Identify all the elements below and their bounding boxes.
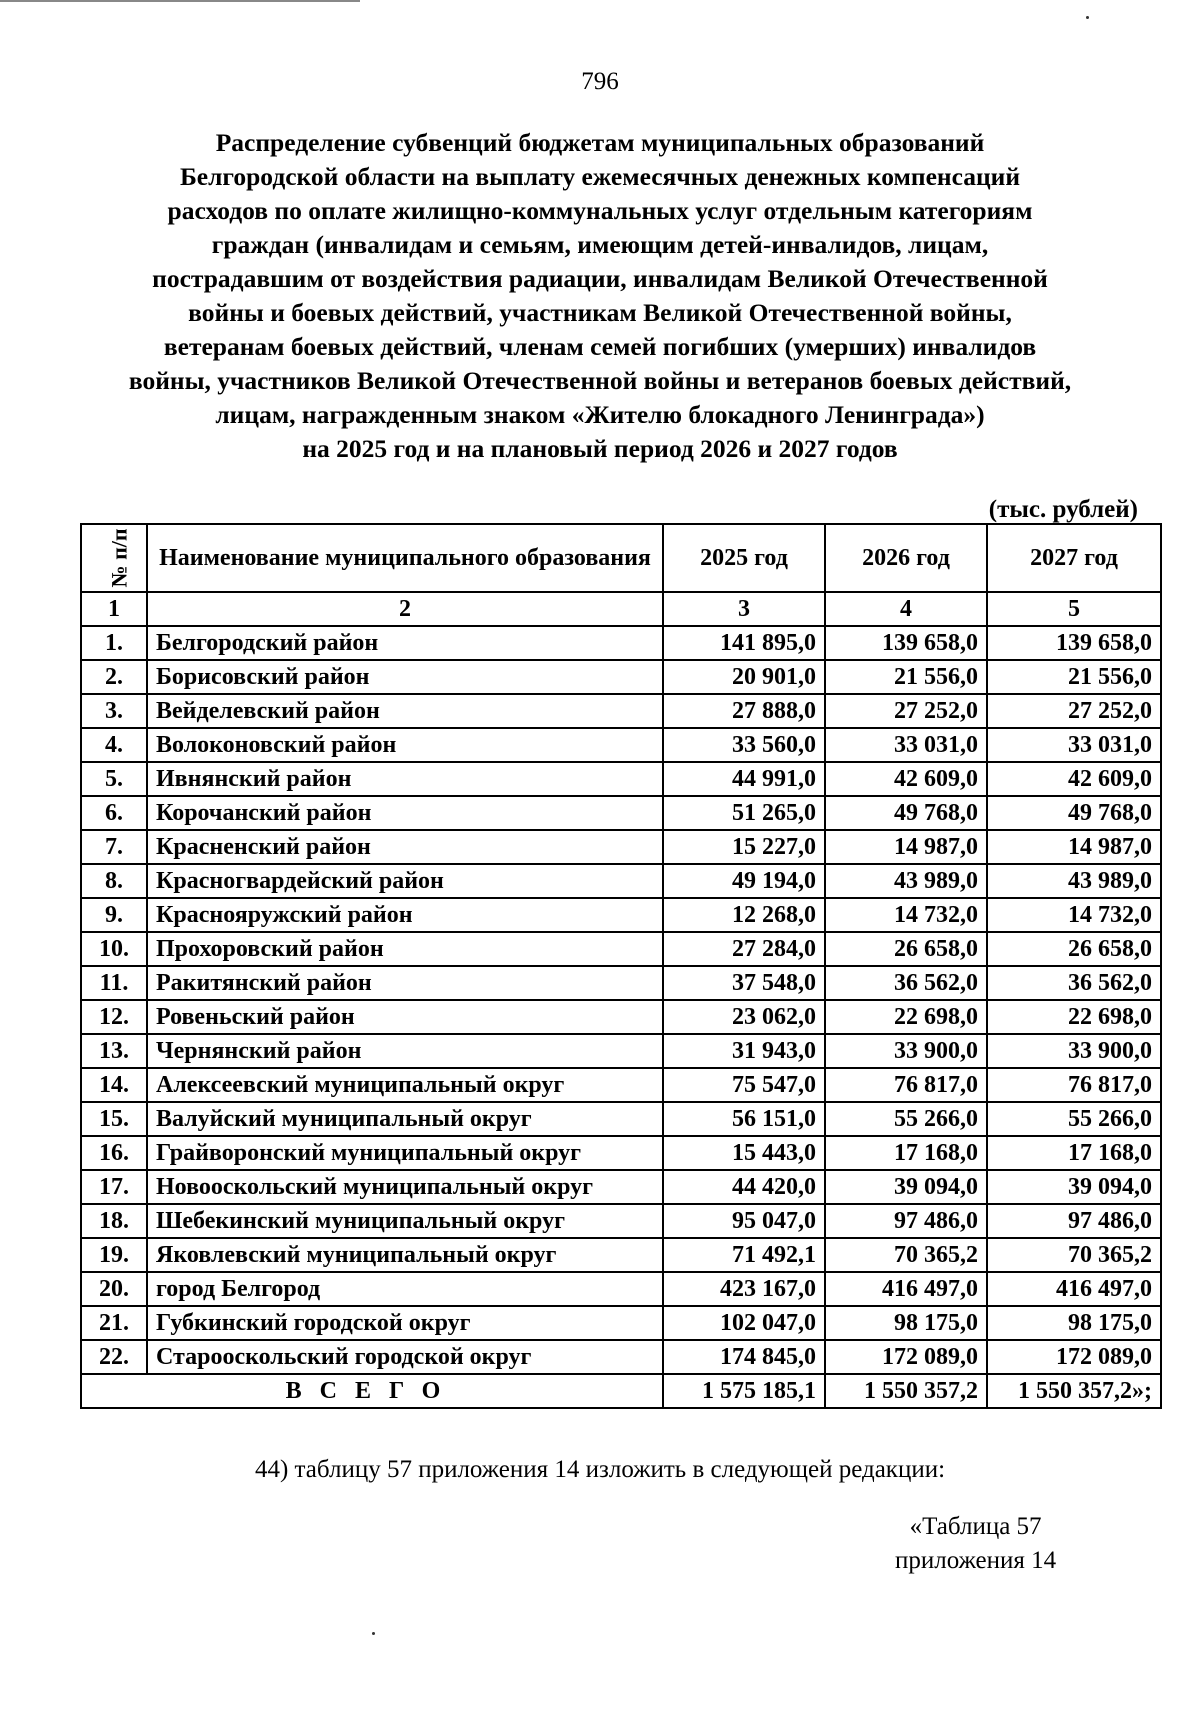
reference-line: приложения 14 (895, 1547, 1057, 1574)
row-number: 16. (81, 1136, 147, 1170)
row-2026: 97 486,0 (825, 1204, 987, 1238)
row-2025: 141 895,0 (663, 626, 825, 660)
row-2026: 416 497,0 (825, 1272, 987, 1306)
row-number: 10. (81, 932, 147, 966)
table-row (81, 966, 1161, 1000)
row-2025: 95 047,0 (663, 1204, 825, 1238)
row-2027: 139 658,0 (987, 626, 1161, 660)
row-2027: 21 556,0 (987, 660, 1161, 694)
row-2027: 49 768,0 (987, 796, 1161, 830)
table-row (81, 1034, 1161, 1068)
row-number: 15. (81, 1102, 147, 1136)
total-row (81, 1374, 1161, 1408)
table-row (81, 1306, 1161, 1340)
title-line: Белгородской области на выплату ежемесячных денежных компенсаций (179, 162, 1021, 191)
row-2027: 43 989,0 (987, 864, 1161, 898)
table-row (81, 626, 1161, 660)
row-2025: 20 901,0 (663, 660, 825, 694)
row-2026: 39 094,0 (825, 1170, 987, 1204)
row-number: 14. (81, 1068, 147, 1102)
title-line: пострадавшим от воздействия радиации, инвалидам Великой Отечественной (152, 264, 1048, 293)
row-2025: 15 443,0 (663, 1136, 825, 1170)
column-index: 1 (81, 592, 147, 626)
table-reference (895, 1510, 1056, 1578)
row-2027: 97 486,0 (987, 1204, 1161, 1238)
row-2025: 49 194,0 (663, 864, 825, 898)
table-row (81, 864, 1161, 898)
row-number: 22. (81, 1340, 147, 1374)
row-name: Красненский район (147, 830, 663, 864)
row-2026: 14 987,0 (825, 830, 987, 864)
row-2027: 22 698,0 (987, 1000, 1161, 1034)
row-name: Ивнянский район (147, 762, 663, 796)
column-index: 4 (825, 592, 987, 626)
row-2026: 17 168,0 (825, 1136, 987, 1170)
row-2026: 70 365,2 (825, 1238, 987, 1272)
row-2027: 17 168,0 (987, 1136, 1161, 1170)
row-2027: 36 562,0 (987, 966, 1161, 1000)
column-index: 3 (663, 592, 825, 626)
row-2025: 12 268,0 (663, 898, 825, 932)
units-label: (тыс. рублей) (988, 496, 1138, 523)
row-name: Шебекинский муниципальный округ (147, 1204, 663, 1238)
row-name: город Белгород (147, 1272, 663, 1306)
row-number: 17. (81, 1170, 147, 1204)
row-2026: 139 658,0 (825, 626, 987, 660)
row-2025: 102 047,0 (663, 1306, 825, 1340)
row-2025: 27 284,0 (663, 932, 825, 966)
total-label: ВСЕГО (81, 1374, 663, 1408)
row-number: 8. (81, 864, 147, 898)
scan-speck (372, 1632, 375, 1635)
row-name: Ракитянский район (147, 966, 663, 1000)
row-number: 2. (81, 660, 147, 694)
row-2025: 33 560,0 (663, 728, 825, 762)
row-name: Алексеевский муниципальный округ (147, 1068, 663, 1102)
header-name: Наименование муниципального образования (147, 524, 663, 592)
row-2027: 42 609,0 (987, 762, 1161, 796)
row-2025: 44 420,0 (663, 1170, 825, 1204)
row-2027: 14 987,0 (987, 830, 1161, 864)
row-number: 21. (81, 1306, 147, 1340)
row-2025: 27 888,0 (663, 694, 825, 728)
title-line: войны, участников Великой Отечественной войны и ветеранов боевых действий, (128, 366, 1072, 395)
total-2025: 1 575 185,1 (663, 1374, 825, 1408)
row-name: Грайворонский муниципальный округ (147, 1136, 663, 1170)
table-row (81, 932, 1161, 966)
row-name: Краснояружский район (147, 898, 663, 932)
row-2026: 22 698,0 (825, 1000, 987, 1034)
row-number: 12. (81, 1000, 147, 1034)
row-2026: 98 175,0 (825, 1306, 987, 1340)
table-row (81, 728, 1161, 762)
column-index: 5 (987, 592, 1161, 626)
table-row (81, 1068, 1161, 1102)
row-2027: 39 094,0 (987, 1170, 1161, 1204)
title-line: граждан (инвалидам и семьям, имеющим детей-инвалидов, лицам, (211, 230, 989, 259)
reference-line: «Таблица 57 (909, 1513, 1042, 1540)
row-2027: 98 175,0 (987, 1306, 1161, 1340)
row-2027: 55 266,0 (987, 1102, 1161, 1136)
table-row (81, 898, 1161, 932)
row-name: Ровеньский район (147, 1000, 663, 1034)
row-2026: 14 732,0 (825, 898, 987, 932)
row-name: Корочанский район (147, 796, 663, 830)
scan-speck (1086, 16, 1089, 19)
row-2027: 33 900,0 (987, 1034, 1161, 1068)
header-2026: 2026 год (825, 524, 987, 592)
table-row (81, 1102, 1161, 1136)
row-2026: 42 609,0 (825, 762, 987, 796)
row-2027: 27 252,0 (987, 694, 1161, 728)
row-2025: 51 265,0 (663, 796, 825, 830)
row-2027: 14 732,0 (987, 898, 1161, 932)
row-2026: 49 768,0 (825, 796, 987, 830)
table-header-row (81, 524, 1161, 592)
row-2025: 37 548,0 (663, 966, 825, 1000)
row-2026: 26 658,0 (825, 932, 987, 966)
header-2025: 2025 год (663, 524, 825, 592)
row-2026: 27 252,0 (825, 694, 987, 728)
row-name: Волоконовский район (147, 728, 663, 762)
table-row (81, 1238, 1161, 1272)
row-name: Прохоровский район (147, 932, 663, 966)
row-2026: 43 989,0 (825, 864, 987, 898)
row-2025: 174 845,0 (663, 1340, 825, 1374)
page-number: 796 (581, 68, 619, 95)
table-row (81, 762, 1161, 796)
row-number: 9. (81, 898, 147, 932)
table-row (81, 1170, 1161, 1204)
row-2026: 76 817,0 (825, 1068, 987, 1102)
row-number: 7. (81, 830, 147, 864)
row-2025: 71 492,1 (663, 1238, 825, 1272)
table-row (81, 660, 1161, 694)
title-line: Распределение субвенций бюджетам муниципальных образований (215, 128, 985, 157)
amendment-text: 44) таблицу 57 приложения 14 изложить в следующей редакции: (254, 1456, 946, 1483)
row-2027: 33 031,0 (987, 728, 1161, 762)
row-number: 5. (81, 762, 147, 796)
row-name: Красногвардейский район (147, 864, 663, 898)
row-number: 13. (81, 1034, 147, 1068)
column-index-row (81, 592, 1161, 626)
row-number: 11. (81, 966, 147, 1000)
row-2027: 416 497,0 (987, 1272, 1161, 1306)
table-row (81, 1136, 1161, 1170)
table-row (81, 1204, 1161, 1238)
table-row (81, 830, 1161, 864)
row-number: 6. (81, 796, 147, 830)
row-name: Яковлевский муниципальный округ (147, 1238, 663, 1272)
title-line: лицам, награжденным знаком «Жителю блокадного Ленинграда») (215, 400, 985, 429)
row-number: 19. (81, 1238, 147, 1272)
row-number: 1. (81, 626, 147, 660)
row-name: Борисовский район (147, 660, 663, 694)
document-title (80, 126, 1120, 466)
header-no: № п/п (81, 524, 147, 592)
table-row (81, 1340, 1161, 1374)
row-2025: 15 227,0 (663, 830, 825, 864)
header-2027: 2027 год (987, 524, 1161, 592)
table-row (81, 694, 1161, 728)
column-index: 2 (147, 592, 663, 626)
row-name: Чернянский район (147, 1034, 663, 1068)
table-body (81, 626, 1161, 1374)
total-2026: 1 550 357,2 (825, 1374, 987, 1408)
table-row (81, 1272, 1161, 1306)
row-number: 3. (81, 694, 147, 728)
table-row (81, 796, 1161, 830)
row-name: Белгородский район (147, 626, 663, 660)
row-2025: 44 991,0 (663, 762, 825, 796)
title-line: на 2025 год и на плановый период 2026 и 2027 годов (302, 434, 898, 463)
row-2025: 423 167,0 (663, 1272, 825, 1306)
row-2026: 21 556,0 (825, 660, 987, 694)
scan-edge-line (0, 0, 360, 2)
subvention-table (80, 523, 1162, 1409)
row-name: Старооскольский городской округ (147, 1340, 663, 1374)
row-name: Новооскольский муниципальный округ (147, 1170, 663, 1204)
row-name: Валуйский муниципальный округ (147, 1102, 663, 1136)
row-2027: 172 089,0 (987, 1340, 1161, 1374)
row-number: 18. (81, 1204, 147, 1238)
row-number: 4. (81, 728, 147, 762)
total-2027: 1 550 357,2»; (987, 1374, 1161, 1408)
row-2025: 31 943,0 (663, 1034, 825, 1068)
row-2026: 172 089,0 (825, 1340, 987, 1374)
row-2026: 33 900,0 (825, 1034, 987, 1068)
row-2026: 36 562,0 (825, 966, 987, 1000)
row-name: Губкинский городской округ (147, 1306, 663, 1340)
title-line: расходов по оплате жилищно-коммунальных услуг отдельным категориям (167, 196, 1033, 225)
row-2027: 76 817,0 (987, 1068, 1161, 1102)
row-2025: 56 151,0 (663, 1102, 825, 1136)
row-2027: 26 658,0 (987, 932, 1161, 966)
table-row (81, 1000, 1161, 1034)
row-number: 20. (81, 1272, 147, 1306)
row-name: Вейделевский район (147, 694, 663, 728)
row-2027: 70 365,2 (987, 1238, 1161, 1272)
row-2026: 55 266,0 (825, 1102, 987, 1136)
row-2026: 33 031,0 (825, 728, 987, 762)
title-line: войны и боевых действий, участникам Великой Отечественной войны, (188, 298, 1012, 327)
title-line: ветеранам боевых действий, членам семей погибших (умерших) инвалидов (163, 332, 1037, 361)
row-2025: 75 547,0 (663, 1068, 825, 1102)
row-2025: 23 062,0 (663, 1000, 825, 1034)
